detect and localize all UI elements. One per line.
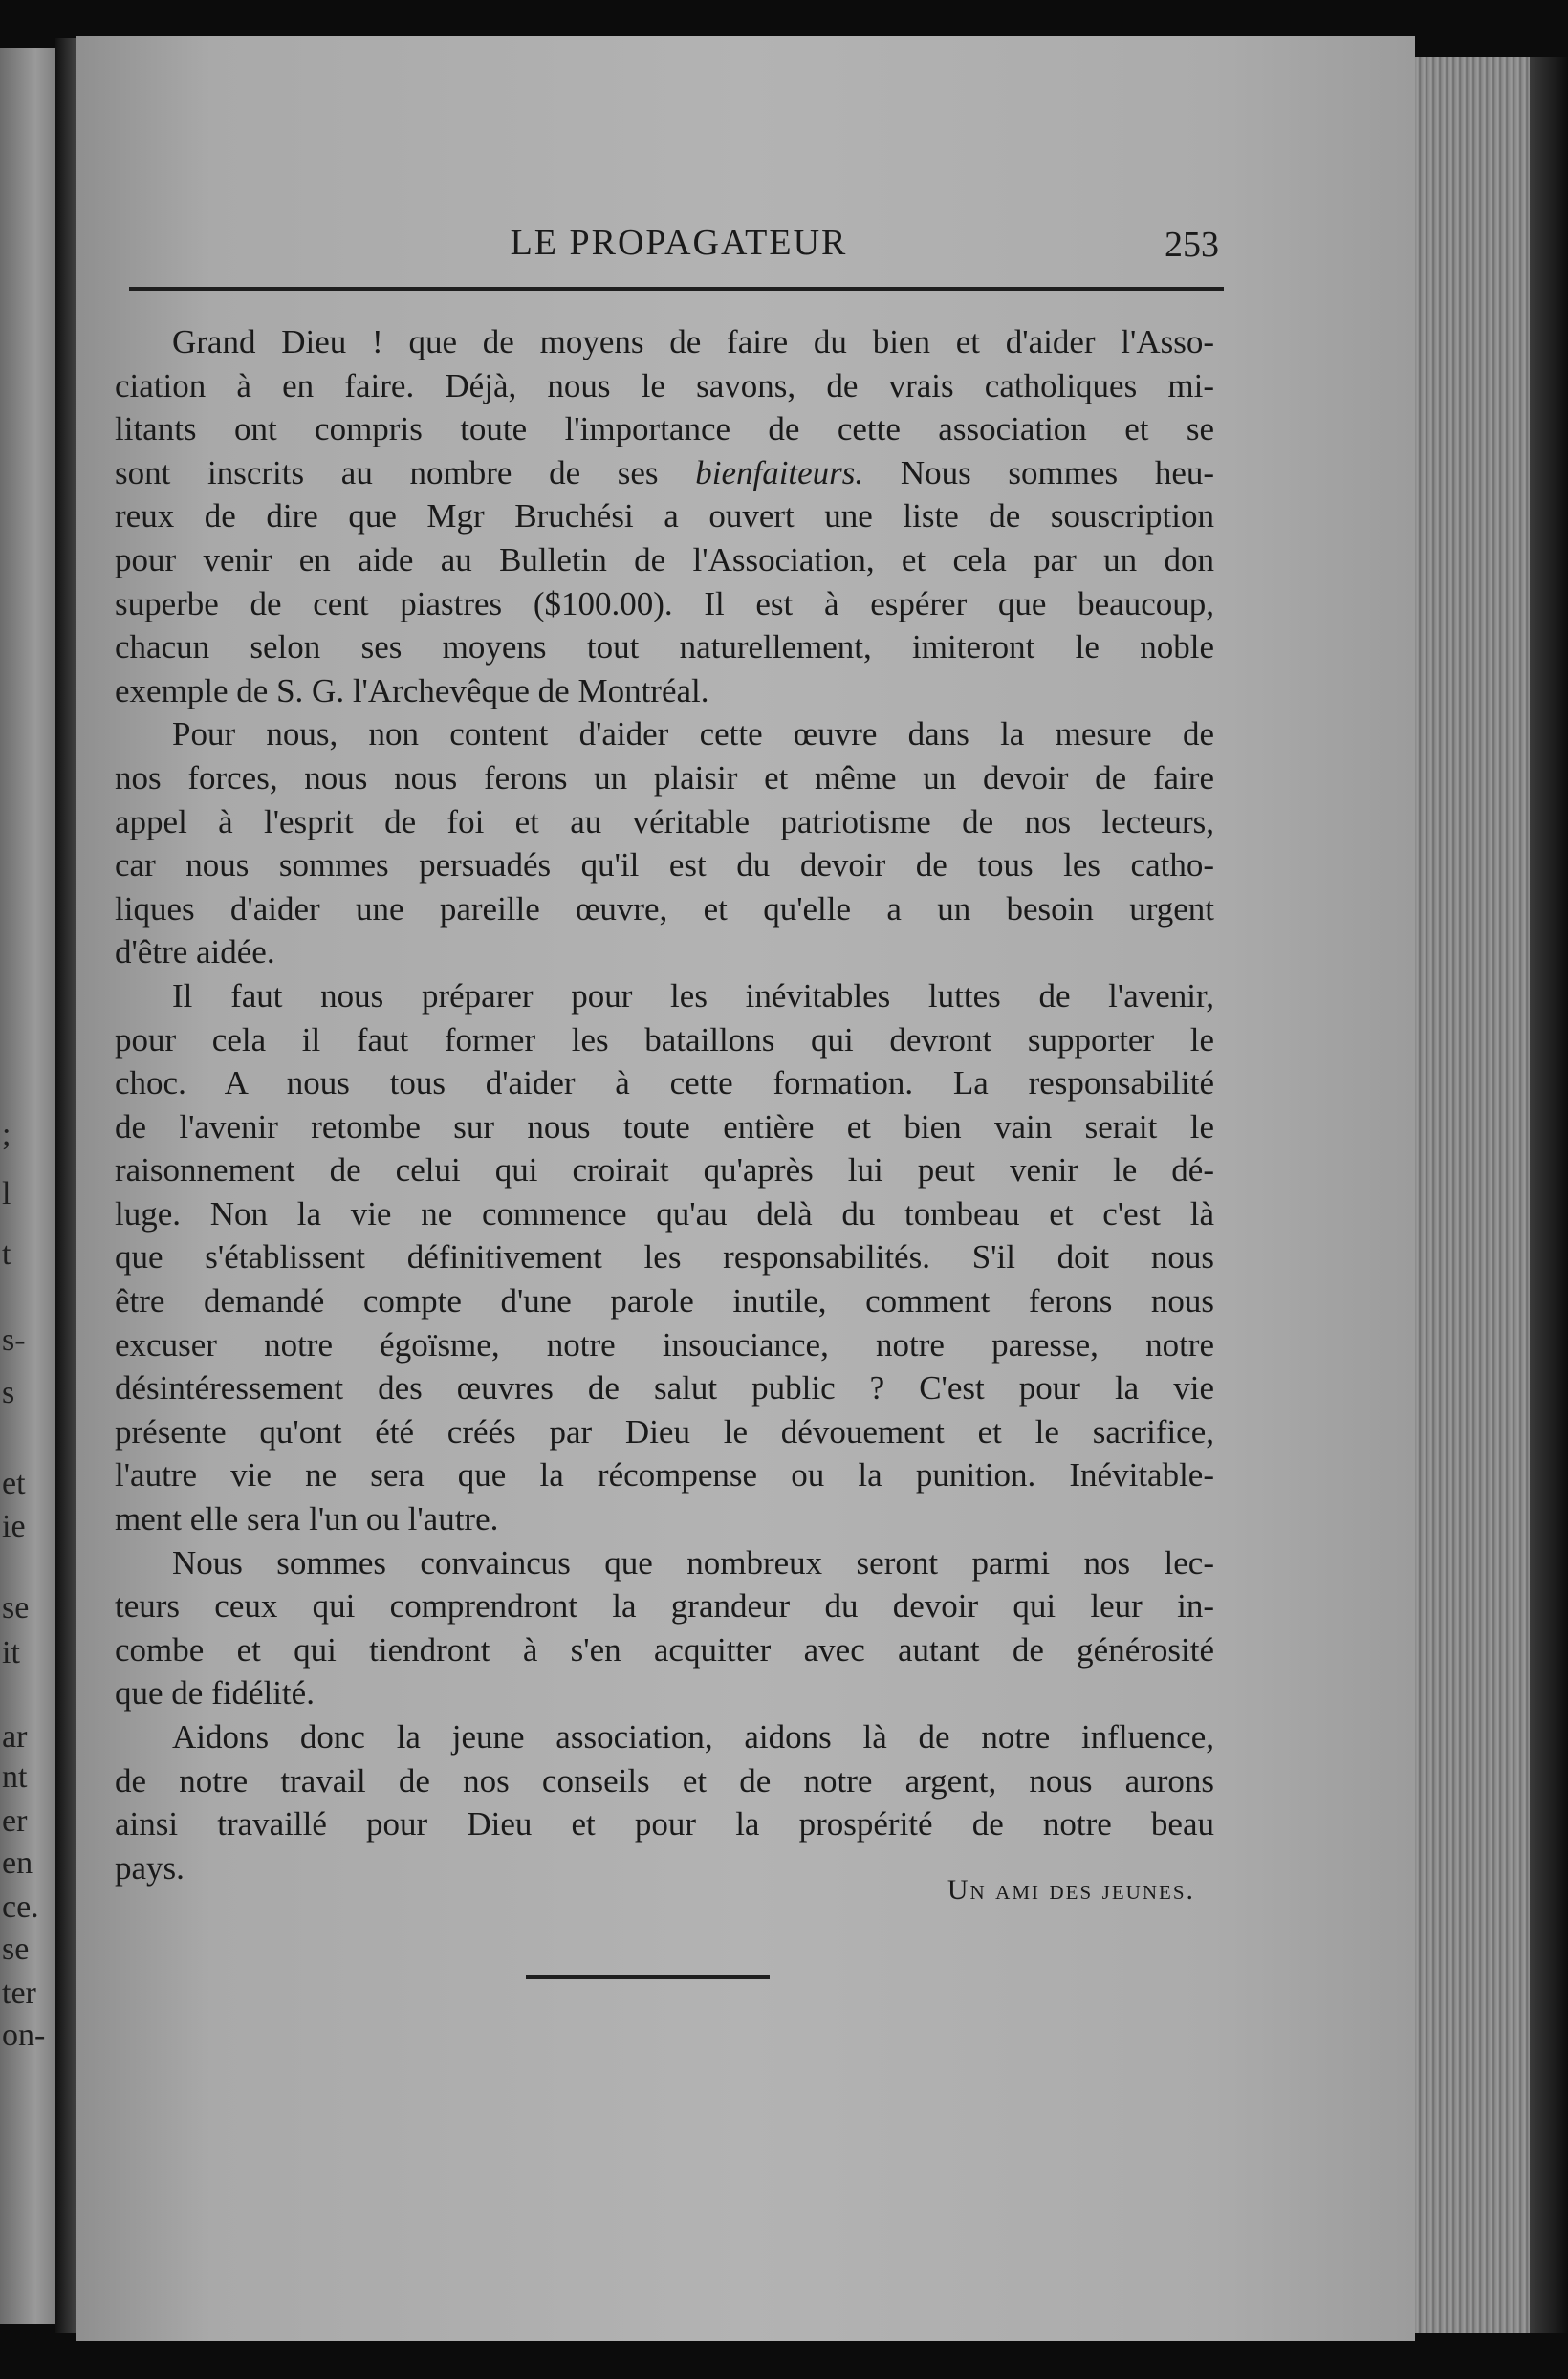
text-line: que de fidélité. <box>115 1674 315 1713</box>
text-line: luge. Non la vie ne commence qu'au delà du tombeau et c'est là <box>115 1194 1214 1233</box>
text-line: nos forces, nous nous ferons un plaisir et même un devoir de faire <box>115 758 1214 797</box>
signature: Un ami des jeunes. <box>947 1874 1195 1906</box>
text-line: combe et qui tiendront à s'en acquitter avec autant de générosité <box>115 1630 1214 1669</box>
text-line: de notre travail de nos conseils et de notre argent, nous aurons <box>115 1761 1214 1800</box>
adjacent-page-text-fragment: en <box>2 1845 33 1881</box>
text-line: être demandé compte d'une parole inutile, comment ferons nous <box>115 1282 1214 1320</box>
adjacent-page-text-fragment: et <box>2 1466 26 1501</box>
text-fragment: sont inscrits au nombre de ses <box>115 453 659 491</box>
text-line: désintéressement des œuvres de salut public ? C'est pour la vie <box>115 1369 1214 1408</box>
text-line: ainsi travaillé pour Dieu et pour la prospérité de notre beau <box>115 1805 1214 1844</box>
adjacent-page-text-fragment: s- <box>2 1322 26 1358</box>
page-number: 253 <box>1165 225 1219 265</box>
adjacent-page-text-fragment: ce. <box>2 1889 39 1925</box>
text-line: chacun selon ses moyens tout naturellement, imiteront le noble <box>115 628 1214 666</box>
text-line: choc. A nous tous d'aider à cette formation. La responsabilité <box>115 1064 1214 1102</box>
text-line: car nous sommes persuadés qu'il est du devoir de tous les catho- <box>115 846 1214 884</box>
adjacent-page-text-fragment: nt <box>2 1759 28 1795</box>
text-line: de l'avenir retombe sur nous toute entière et bien vain serait le <box>115 1107 1214 1146</box>
adjacent-page-text-fragment: ie <box>2 1509 26 1544</box>
text-line: ment elle sera l'un ou l'autre. <box>115 1500 499 1539</box>
text-line: Grand Dieu ! que de moyens de faire du bien et d'aider l'Asso- <box>172 323 1214 360</box>
adjacent-page-text-fragment: er <box>2 1803 28 1839</box>
text-line: litants ont compris toute l'importance de cette association et se <box>115 410 1214 448</box>
text-line: reux de dire que Mgr Bruchési a ouvert une liste de souscription <box>115 497 1214 535</box>
adjacent-page-text-fragment: ter <box>2 1975 36 2011</box>
text-line: ciation à en faire. Déjà, nous le savons, de vrais catholiques mi- <box>115 366 1214 404</box>
end-rule <box>526 1975 770 1979</box>
text-line: superbe de cent piastres ($100.00). Il est à espérer que beaucoup, <box>115 584 1214 622</box>
text-line: Pour nous, non content d'aider cette œuvre dans la mesure de <box>172 715 1214 753</box>
adjacent-page-text-fragment: on- <box>2 2018 46 2053</box>
text-line: excuser notre égoïsme, notre insouciance, notre paresse, notre <box>115 1325 1214 1364</box>
adjacent-page-text-fragment: se <box>2 1590 30 1626</box>
article-body <box>115 320 1214 1889</box>
adjacent-page-text-fragment: s <box>2 1375 15 1410</box>
header-rule <box>129 287 1224 291</box>
text-line: Aidons donc la jeune association, aidons là de notre influence, <box>172 1718 1214 1756</box>
adjacent-page-edge <box>0 48 59 2324</box>
text-line: l'autre vie ne sera que la récompense ou la punition. Inévitable- <box>115 1456 1214 1495</box>
text-line: d'être aidée. <box>115 933 275 971</box>
text-line: Il faut nous préparer pour les inévitables luttes de l'avenir, <box>172 976 1214 1015</box>
text-line: raisonnement de celui qui croirait qu'après lui peut venir le dé- <box>115 1151 1214 1190</box>
text-line: appel à l'esprit de foi et au véritable patriotisme de nos lecteurs, <box>115 802 1214 840</box>
text-line: pour venir en aide au Bulletin de l'Association, et cela par un don <box>115 540 1214 578</box>
adjacent-page-text-fragment: l <box>2 1176 11 1211</box>
page-stack-shadow <box>1530 57 1568 2333</box>
text-line: pays. <box>115 1848 185 1887</box>
adjacent-page-text-fragment: ar <box>2 1719 28 1755</box>
text-line: présente qu'ont été créés par Dieu le dévouement et le sacrifice, <box>115 1412 1214 1451</box>
adjacent-page-text-fragment: it <box>2 1635 20 1670</box>
text-line: exemple de S. G. l'Archevêque de Montréal. <box>115 671 709 709</box>
text-line-with-italic <box>115 451 1214 495</box>
italic-word: bienfaiteurs. <box>695 453 864 491</box>
text-line: pour cela il faut former les bataillons qui devront supporter le <box>115 1020 1214 1059</box>
text-line: liques d'aider une pareille œuvre, et qu'elle a un besoin urgent <box>115 889 1214 928</box>
adjacent-page-text-fragment: se <box>2 1932 30 1967</box>
text-line: Nous sommes convaincus que nombreux seront parmi nos lec- <box>172 1543 1214 1582</box>
text-line: que s'établissent définitivement les responsabilités. S'il doit nous <box>115 1238 1214 1277</box>
page-header <box>129 222 1229 279</box>
adjacent-page-text-fragment: ; <box>2 1117 11 1152</box>
adjacent-page-text-fragment: t <box>2 1236 11 1272</box>
page-stack-edges <box>1415 57 1530 2333</box>
running-title: LE PROPAGATEUR <box>510 223 848 263</box>
text-fragment: Nous sommes heu- <box>900 453 1215 491</box>
text-line: teurs ceux qui comprendront la grandeur du devoir qui leur in- <box>115 1587 1214 1626</box>
